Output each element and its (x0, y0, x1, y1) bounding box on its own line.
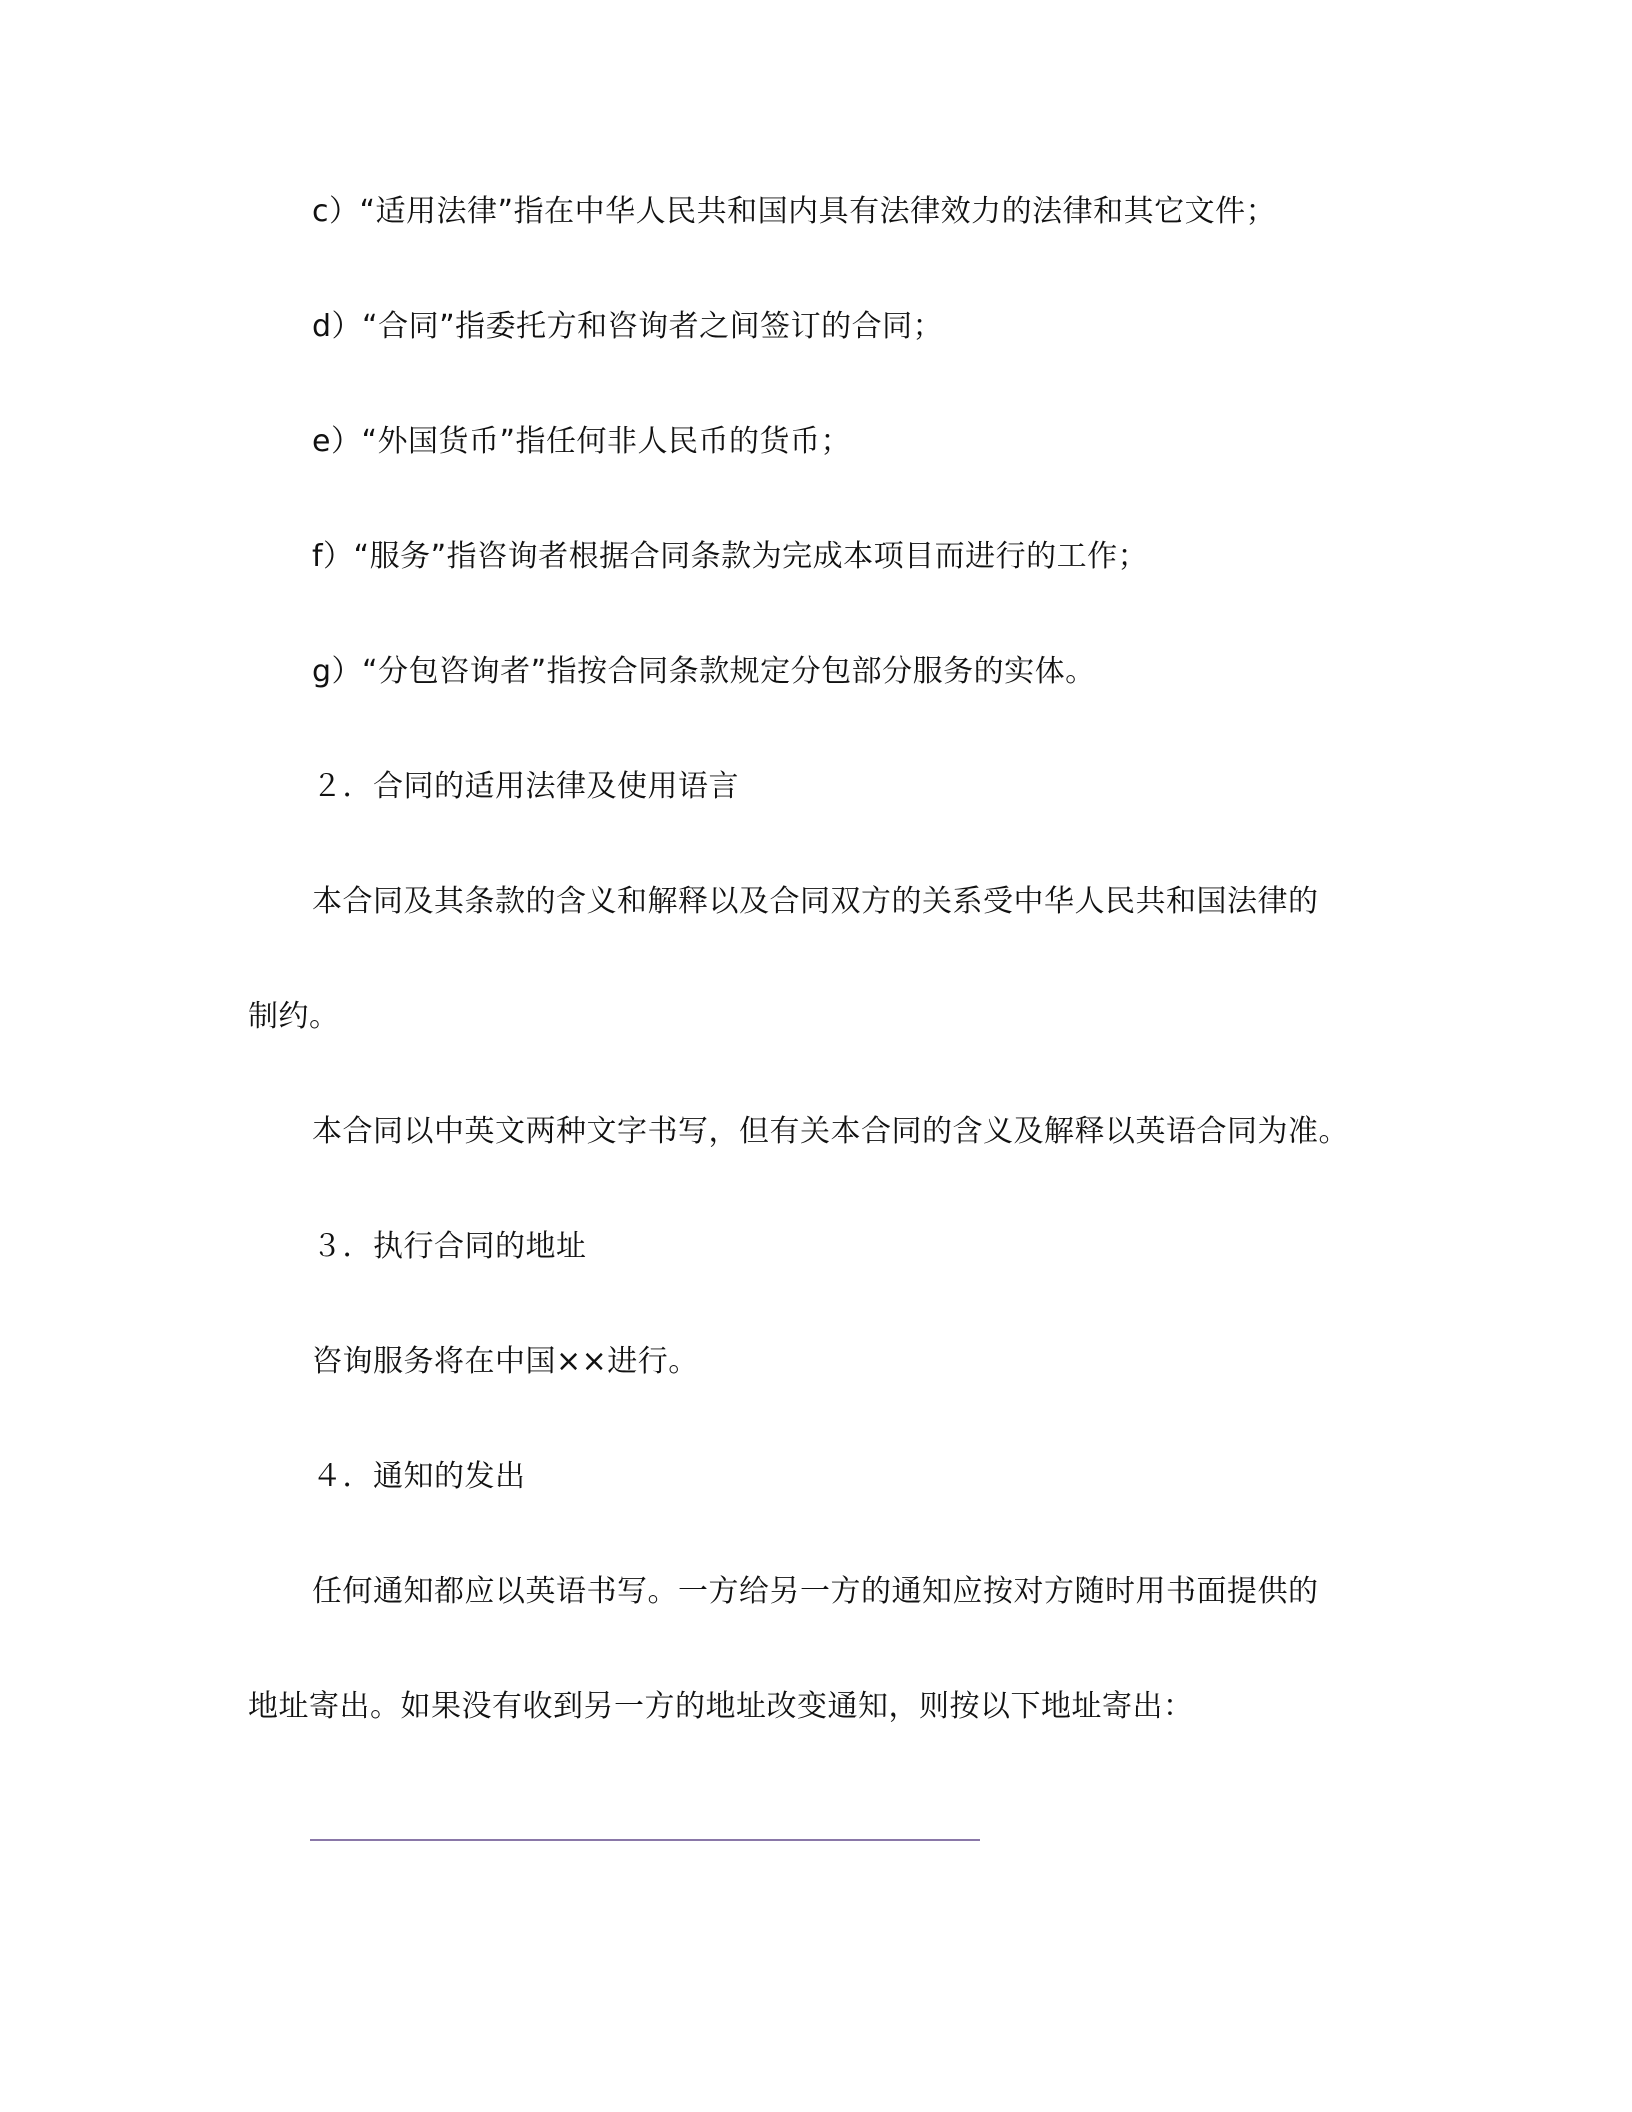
section-2-paragraph-1-line-1: 本合同及其条款的含义和解释以及合同双方的关系受中华人民共和国法律的 (312, 884, 1319, 919)
definition-c: c）“适用法律”指在中华人民共和国内具有法律效力的法律和其它文件； (312, 194, 1277, 229)
section-4-heading: ４．通知的发出 (312, 1459, 526, 1494)
section-2-paragraph-1-line-2: 制约。 (248, 999, 340, 1034)
section-3-heading: ３．执行合同的地址 (312, 1229, 587, 1264)
section-2-paragraph-2: 本合同以中英文两种文字书写，但有关本合同的含义及解释以英语合同为准。 (312, 1114, 1349, 1149)
definition-g: g）“分包咨询者”指按合同条款规定分包部分服务的实体。 (312, 654, 1096, 689)
definition-f: f）“服务”指咨询者根据合同条款为完成本项目而进行的工作； (312, 539, 1149, 574)
definition-d: d）“合同”指委托方和咨询者之间签订的合同； (312, 309, 944, 344)
section-4-paragraph-line-1: 任何通知都应以英语书写。一方给另一方的通知应按对方随时用书面提供的 (312, 1574, 1319, 1609)
section-3-paragraph: 咨询服务将在中国××进行。 (312, 1344, 699, 1379)
definition-e: e）“外国货币”指任何非人民币的货币； (312, 424, 852, 459)
section-4-paragraph-line-2: 地址寄出。如果没有收到另一方的地址改变通知，则按以下地址寄出： (248, 1689, 1194, 1724)
address-blank-line (310, 1839, 980, 1841)
section-2-heading: ２．合同的适用法律及使用语言 (312, 769, 739, 804)
